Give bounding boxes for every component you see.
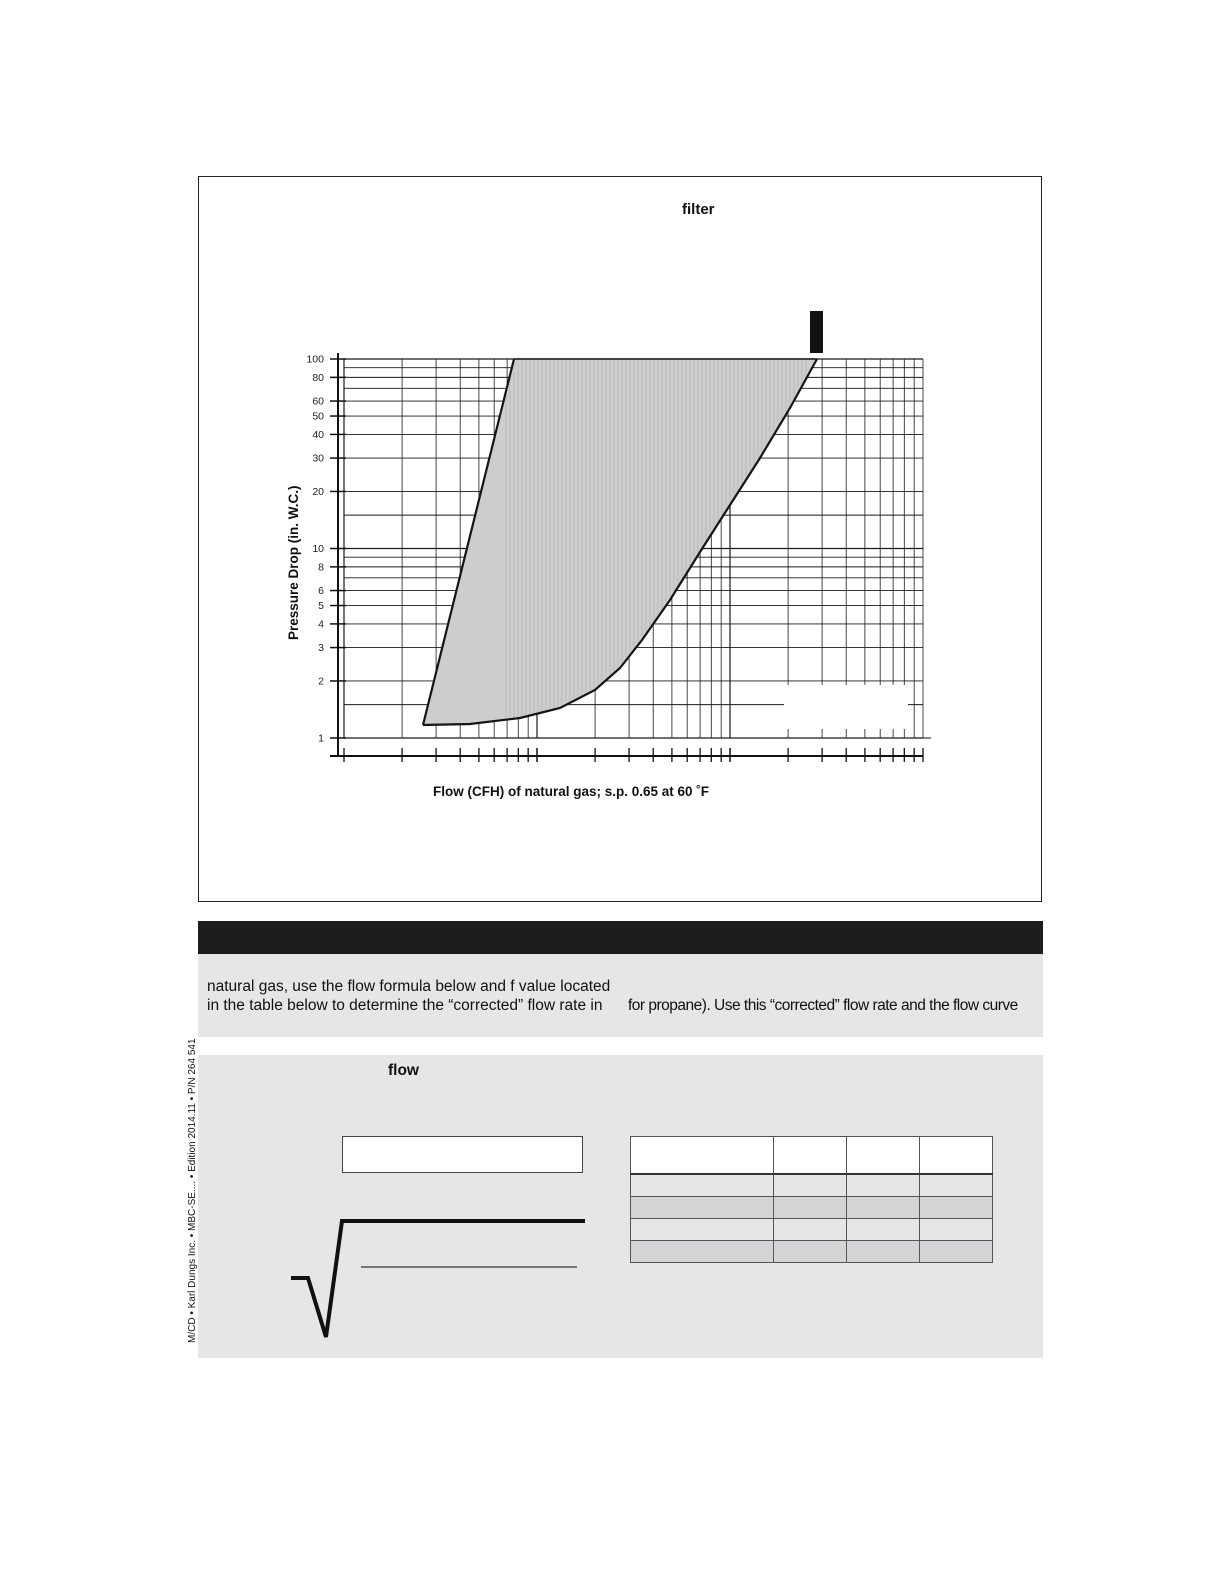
model-marker xyxy=(810,311,823,353)
y-tick-label: 3 xyxy=(318,642,324,655)
table-cell xyxy=(847,1197,920,1219)
table-cell xyxy=(774,1219,847,1241)
y-tick-label: 8 xyxy=(318,561,324,574)
table-cell xyxy=(920,1137,993,1175)
note-line-3: for propane). Use this “corrected” flow rate and the flow curve xyxy=(628,997,1018,1014)
y-tick-label: 10 xyxy=(312,543,324,555)
y-tick-label: 5 xyxy=(318,600,324,613)
table-cell xyxy=(920,1241,993,1263)
table-cell xyxy=(774,1241,847,1263)
x-axis xyxy=(330,738,931,762)
y-tick-label: 100 xyxy=(306,353,324,366)
table-cell xyxy=(631,1174,774,1197)
table-cell xyxy=(774,1197,847,1219)
document-footer-id: M/CD • Karl Dungs Inc. • MBC-SE.... • Edition 2014.11 • P/N 264 541 xyxy=(187,1038,198,1343)
y-tick-label: 60 xyxy=(312,395,324,408)
table-cell xyxy=(631,1197,774,1219)
table-row xyxy=(631,1219,993,1241)
table-cell xyxy=(631,1219,774,1241)
legend-blank xyxy=(784,685,908,729)
table-cell xyxy=(631,1241,774,1263)
table-cell xyxy=(920,1197,993,1219)
table-cell xyxy=(847,1219,920,1241)
y-tick-label: 40 xyxy=(312,428,324,441)
chart-heading: filter xyxy=(682,201,715,218)
section-header-bar xyxy=(198,921,1043,954)
formula-box xyxy=(342,1136,583,1173)
y-tick-label: 6 xyxy=(318,585,324,598)
table-header-row xyxy=(631,1137,993,1175)
note-line-1: natural gas, use the flow formula below and f value located xyxy=(207,978,611,995)
y-tick-label: 2 xyxy=(318,675,324,688)
calculation-heading: flow xyxy=(388,1062,419,1079)
table-row xyxy=(631,1197,993,1219)
y-axis-label: Pressure Drop (in. W.C.) xyxy=(286,485,301,640)
table-cell xyxy=(631,1137,774,1175)
y-tick-label: 4 xyxy=(318,618,324,631)
y-axis xyxy=(306,353,346,756)
table-cell xyxy=(920,1219,993,1241)
table-cell xyxy=(847,1174,920,1197)
gas-factor-table xyxy=(630,1136,993,1263)
table-cell xyxy=(847,1241,920,1263)
y-tick-label: 20 xyxy=(312,485,324,498)
table-cell xyxy=(920,1174,993,1197)
note-line-2: in the table below to determine the “corrected” flow rate in xyxy=(207,997,603,1014)
square-root-icon xyxy=(288,1214,588,1344)
table-cell xyxy=(774,1174,847,1197)
table-cell xyxy=(774,1137,847,1175)
table-row xyxy=(631,1174,993,1197)
table-row xyxy=(631,1241,993,1263)
y-tick-label: 80 xyxy=(312,371,324,384)
table-cell xyxy=(847,1137,920,1175)
y-tick-label: 50 xyxy=(312,410,324,423)
y-tick-label: 30 xyxy=(312,452,324,465)
pressure-drop-chart xyxy=(270,300,940,780)
x-axis-label: Flow (CFH) of natural gas; s.p. 0.65 at 60 ˚F xyxy=(433,784,710,799)
y-tick-label: 1 xyxy=(318,732,324,745)
